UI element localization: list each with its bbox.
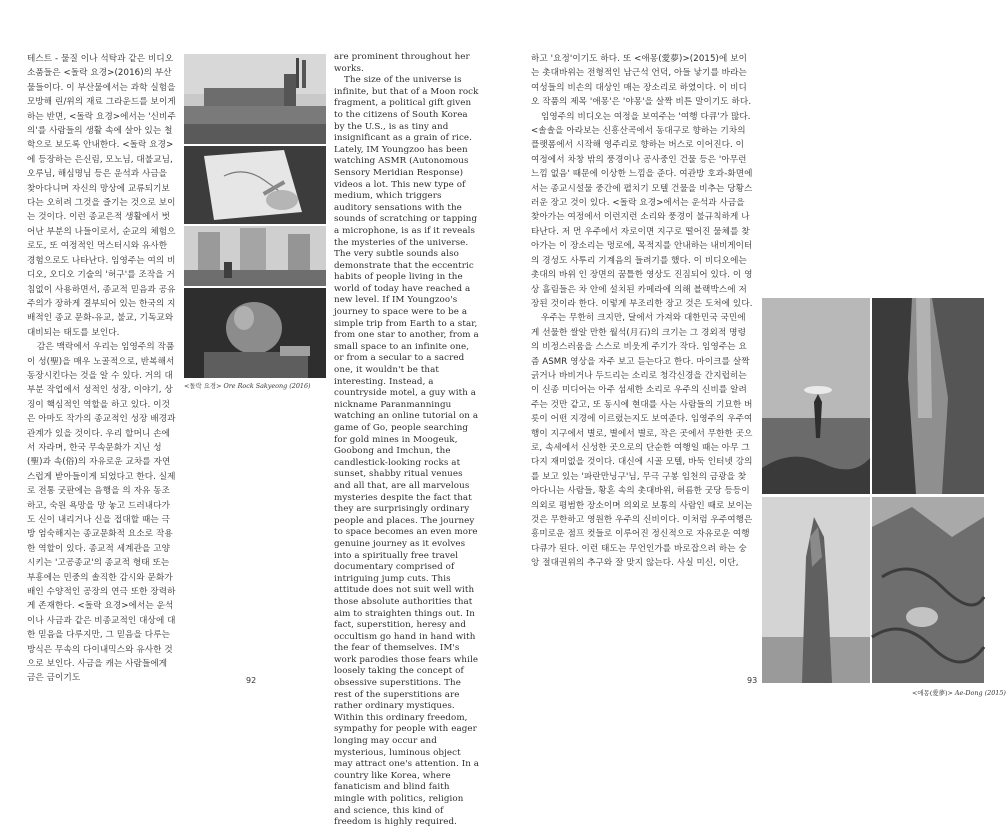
paragraph: are prominent throughout her works.	[334, 52, 470, 74]
rock-wall-texture-image	[872, 497, 984, 683]
apartment-buildings-image	[184, 226, 326, 286]
photo-person-at-desk	[184, 288, 326, 378]
right-korean-column	[531, 52, 753, 684]
photo-caption	[912, 688, 1006, 697]
paragraph: The size of the universe is infinite, but that of a Moon rock fragment, a political gift given to the citizens of South Korea by the U.S., is as tiny and insignificant as a grain of rice. Lately, IM Youngzoo has been watching ASMR (Autonomous Sensory Meridian Response) videos a lot. This new type of medium, which triggers auditory sensations with the sounds of scratching or tapping a microphone, is as if it reveals the mysteries of the universe. The very subtle sounds also demonstrate that the eccentric habits of people living in the world of today have reached a new level. If IM Youngzoo's journey to space were to be a simple trip from Earth to a star, from one star to another, from a small space to an infinite one, or from a secular to a sacred one, it wouldn't be that interesting. Instead, a countryside motel, a guy with a nickname Paranmanningu watching an online tutorial on a game of Go, people searching for gold mines in Moogeuk, Goobong and Imchun, the candlestick-looking rocks at sunset, shabby ritual venues and all that, are all marvelous mysteries despite the fact that they are surprisingly ordinary people and places. The journey to space becomes an even more genuine journey as it evolves into a spiritually free travel documentary comprised of intriguing jump cuts. This attitude does not suit well with those absolute authorities that aim to straighten things out. In fact, superstition, heresy and occultism go hand in hand with the fear of themselves. IM's work parodies those fears while loosely taking the concept of obsessive superstitions. The rest of the superstitions are rather ordinary mystiques. Within this ordinary freedom, sympathy for people with eager longing may occur and mysterious, luminous object may attract one's attention. In a country like Korea, where fanaticism and blind faith mingle with politics, religion and science, this kind of freedom is highly required.	[334, 75, 480, 828]
sea-rock-sunset-image	[762, 298, 870, 494]
photo-cliff-rock-column	[872, 298, 984, 494]
paragraph: 테스트 - 물질 이나 석탁과 같은 비디오 소품들은 <돌락 요경>(2016)의 부산물들이다. 이 부산물에서는 과학 실험을 모방해 린/위의 재료 그라운드를 보이게 하는 반면, <돌락 요경>에서는 '신비주의'를 사람들의 생활 속에 살아 있는 철학으로 보도록 안내한다. <돌락 요경>에 등장하는 은신림, 모노님, 대불교님, 오루님, 해심명님 등은 운석과 사금을 찾아다니며 자신의 망상에 교류되기보다는 오히려 그것을 즐기는 것으로 보이는 것이다. 이런 종교은적 생활에서 벗어난 부분의 나들이로서, 순교의 체험으로도, 또 여정적인 먹스터시와 유사한 경험으로도 나타난다. 임영주는 여의 비디오, 오디오 기술의 '허구'를 조작을 거침없이 사용하면서, 종교적 믿음과 공유주의가 장하게 결부되어 있는 한국의 지배적인 종교 문화-유교, 불교, 기독교와 대비되는 태도를 보인다.	[27, 54, 176, 338]
factory-landscape-image	[184, 54, 326, 144]
caption-korean: <돌락 요경>	[184, 382, 222, 390]
photo-apartment-buildings	[184, 226, 326, 286]
left-korean-column	[27, 52, 177, 690]
hand-drawing-image	[184, 146, 326, 224]
photo-rock-pillar-close	[762, 497, 870, 683]
photo-rock-wall-texture	[872, 497, 984, 683]
caption-english: Ore Rock Sakyeong (2016)	[223, 382, 311, 390]
caption-korean: <애몽(愛夢)>	[912, 689, 953, 697]
paragraph: 하고 '요정'이기도 하다. 또 <애몽(愛夢)>(2015)에 보이는 촛대바위는 전형적인 남근석 언덕, 아들 낳기를 바라는 여성들의 비손의 대상인 매는 장소리로 하였이다. 이 비디오 작품의 제목 '애몽'은 '야몽'을 살짝 비튼 말이기도 하다.	[531, 54, 752, 108]
left-english-column	[334, 52, 480, 828]
caption-english: Ae-Dong (2015)	[954, 689, 1006, 697]
paragraph: 우주는 무한히 크지만, 달에서 가져와 대한민국 국민에게 선물한 쌀알 만한 월석(月石)의 크기는 그 경외적 명령의 비정스러움을 스스로 비웃게 주기가 작다. 임영주는 요즘 ASMR 영상을 자주 보고 듣는다고 한다. 마이크를 살짝 긁거나 바비거나 두드리는 소리로 청각신경을 간지럽히는 이 신종 미디어는 아주 섬세한 소리로 우주의 신비를 알려주는 것만 같고, 또 동시에 현대를 사는 사람들의 기묘한 버릇이 어떤 지경에 이르렀는지도 보여준다. 임영주의 우주여행이 지구에서 별로, 별에서 별로, 작은 곳에서 무한한 곳으로, 속세에서 신성한 곳으로의 단순한 여행일 때는 아무 그다지 재미없을 것이다. 대신에 시골 모텔, 바둑 인터넷 강의를 보고 있는 '파란만닝구'님, 무극 구봉 임천의 금광을 찾아다니는 사람들, 황혼 속의 촛대바위, 허름한 굿당 등등이 의외로 평범한 장소이며 의외로 보통의 사람인 때로 보이는 것은 무한하고 영원한 우주의 신비이다. 이처럼 우주여행은 흥미로운 점프 컷들로 이루어진 정신적으로 자유로운 여행 다큐가 된다. 이런 태도는 무언인가를 바로잡으려 하는 숭앙 절대권위의 추구와 잘 맞지 않는다. 사실 미신, 이단,	[531, 313, 753, 569]
paragraph: 임영주의 비디오는 여정을 보여주는 '여행 다큐'가 많다. <솔솔을 아라보는 신흥산곡에서 동대구로 향하는 기차의 플랫폼에서 시작해 영주리로 향하는 버스로 이어진다. 이 여정에서 차창 밖의 풍경이나 공사중인 건물 등은 '아무런 느낌 없음' 때문에 이상한 느낌을 준다. 여관방 호과-화면에서는 종교시설물 중간에 펼치기 모텔 건물을 비추는 당황스러운 장고 것이 있다. <돌락 요경>에서는 운석과 사금을 찾아가는 여정에서 이런지런 소리와 풍경이 불규칙하게 나타난다. 저 먼 우주에서 자로이면 지구로 떨어진 물체를 찾아가는 이 장소리는 멍로에, 목적지를 안내하는 내비게이터의 경성도 사투리 기계음의 들려기를 했다. 이 비디오에는 촛대의 바위 인 장면의 꿈틀한 영상도 진짐되어 있다. 이 영상 흘림들은 차 안에 설치된 카메라에 의해 블랙박스에 저장된 것이라 한다. 이렇게 부조리한 장고 것은 도처에 있다.	[531, 111, 753, 309]
photo-caption	[184, 381, 311, 390]
photo-hand-drawing	[184, 146, 326, 224]
photo-factory-landscape	[184, 54, 326, 144]
rock-pillar-close-image	[762, 497, 870, 683]
right-page	[503, 0, 1006, 709]
left-page	[0, 0, 503, 828]
page-number: 92	[246, 676, 257, 685]
photo-sea-rock-sunset	[762, 298, 870, 494]
cliff-rock-column-image	[872, 298, 984, 494]
page-number: 93	[747, 676, 758, 685]
person-at-desk-image	[184, 288, 326, 378]
paragraph: 감은 맥락에서 우리는 임영주의 작품이 성(聖)을 매우 노골적으로, 반복해서 동장시킨다는 것을 알 수 있다. 거의 대부분 작업에서 성적인 성장, 이야기, 상징이 핵심적인 역할을 하고 있다. 이것은 아마도 작가의 종교적인 성장 배경과 관계가 있을 것이다. 우리 할머니 손에서 자라며, 한국 무속문화가 지닌 성(聖)과 속(俗)의 자유로운 교차를 자연스럽게 받아들이게 되었다고 한다. 실제로 전통 굿판에는 음행을 의 자유 동조하고, 숙원 욕망을 망 놓고 드러내다가도 신이 내리거나 신을 접대할 때는 극방 엄숙해지는 종교문화적 요소로 작용한 역할이 있다. 종교적 세계관을 고양시키는 '고공종교'의 종교적 형태 또는 부흥에는 민중의 솔직한 감시와 문화가 배인 수양적인 공장의 연극 또한 장력하게 존재한다. <돌락 요경>에서는 운석이나 사금과 같은 비종교적인 대상에 대한 믿음을 다루지만, 그 믿음을 다루는 방식은 무속의 다이내믹스와 유사한 것으로 보인다. 사금을 캐는 사람들에게 금은 금이기도	[27, 342, 176, 684]
